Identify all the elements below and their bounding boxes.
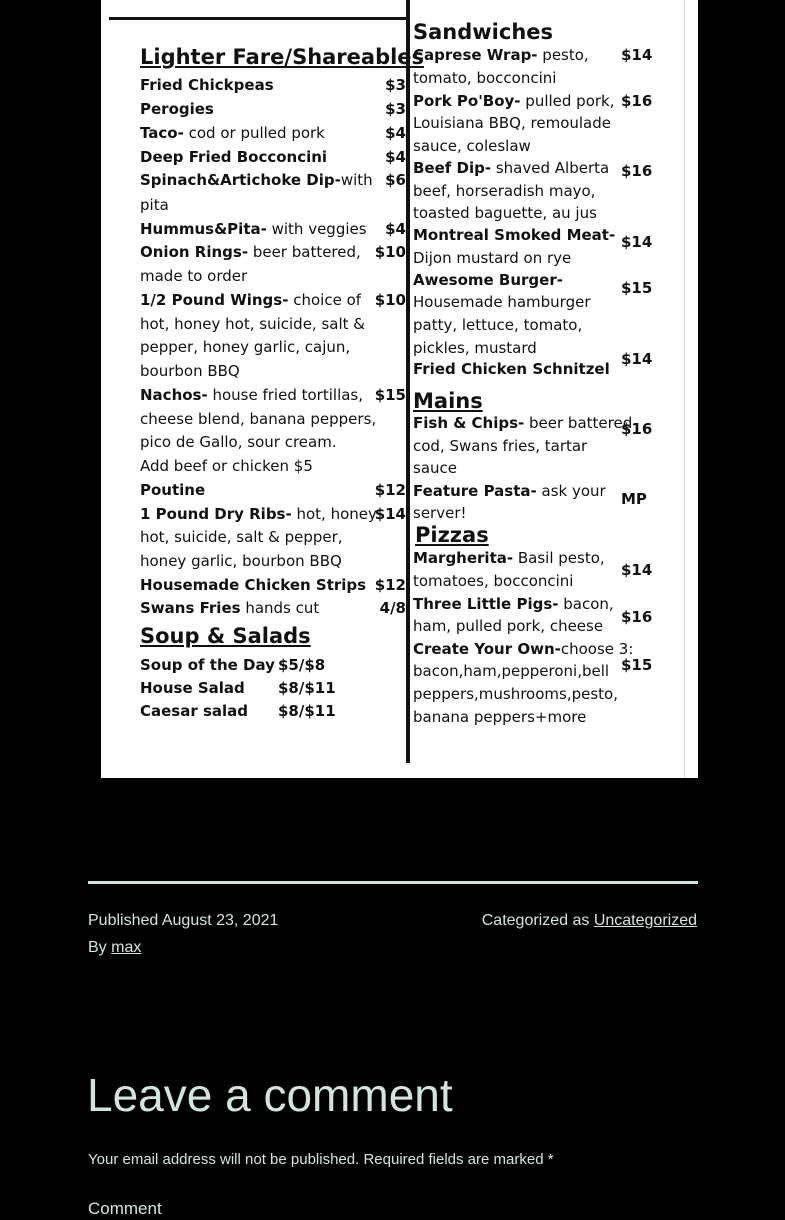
menu-item-line	[140, 148, 327, 167]
menu-item-price: $16	[621, 162, 653, 180]
menu-item-description: with veggies	[266, 220, 367, 238]
published-info	[88, 911, 278, 931]
menu-item-line	[140, 220, 367, 239]
menu-item-name: Montreal Smoked Meat-	[413, 226, 616, 244]
menu-item-description: pepper, honey garlic, cajun,	[140, 338, 351, 356]
menu-item-line	[140, 267, 247, 286]
menu-item-line	[413, 360, 610, 379]
menu-item-line	[413, 339, 537, 358]
menu-item-name: Housemade Chicken Strips	[140, 576, 367, 594]
pizzas-heading: Pizzas	[415, 523, 489, 547]
menu-page-edge	[684, 0, 685, 778]
menu-item-line	[140, 481, 205, 500]
comment-label: Comment	[88, 1199, 162, 1218]
menu-item-line	[140, 100, 214, 119]
menu-item-name: House Salad	[140, 679, 245, 697]
menu-item-price: $10	[374, 243, 406, 261]
menu-item-description: honey garlic, bourbon BBQ	[140, 552, 342, 570]
menu-item-line	[413, 437, 587, 456]
menu-item-line	[413, 685, 618, 704]
post-meta-divider	[88, 881, 698, 884]
menu-item-line	[140, 315, 365, 334]
menu-item-description: hot, suicide, salt & pepper,	[140, 528, 343, 546]
menu-item-description: beer battered,	[248, 243, 361, 261]
menu-item-price: $15	[621, 279, 653, 297]
menu-item-price: $15	[621, 656, 653, 674]
sandwiches-heading: Sandwiches	[413, 20, 554, 44]
menu-item-name: Caesar salad	[140, 702, 249, 720]
menu-item-price: $15	[374, 386, 406, 404]
menu-item-description: banana peppers+more	[413, 708, 587, 726]
menu-item-description: pita	[140, 196, 169, 214]
menu-item-line	[140, 171, 373, 190]
menu-item-name: Perogies	[140, 100, 214, 118]
menu-item-line	[413, 595, 614, 614]
menu-item-line	[140, 505, 377, 524]
menu-item-description: ask your	[536, 482, 606, 500]
menu-item-name: Nachos-	[140, 386, 208, 404]
menu-item-line	[140, 196, 169, 215]
menu-item-name: Taco-	[140, 124, 184, 142]
menu-item-name: Onion Rings-	[140, 243, 249, 261]
menu-item-name: Swans Fries	[140, 599, 241, 617]
menu-item-description: beer battered	[524, 414, 633, 432]
menu-item-price: $5/$8	[278, 656, 326, 674]
menu-item-price: $16	[621, 420, 653, 438]
menu-item-description: patty, lettuce, tomato,	[413, 316, 583, 334]
menu-item-description: hands cut	[240, 599, 320, 617]
menu-item-description: made to order	[140, 267, 248, 285]
menu-item-price: $16	[621, 608, 653, 626]
menu-item-line	[140, 124, 325, 143]
menu-item-name: Beef Dip-	[413, 159, 492, 177]
menu-item-name: Hummus&Pita-	[140, 220, 267, 238]
menu-item-description: Dijon mustard on rye	[413, 249, 572, 267]
menu-item-line	[413, 114, 611, 133]
menu-item-line	[413, 159, 609, 178]
menu-item-price: $8/$11	[278, 679, 336, 697]
menu-item-description: Louisiana BBQ, remoulade	[413, 114, 611, 132]
menu-item-line	[140, 576, 366, 595]
menu-item-line	[140, 243, 361, 262]
menu-item-name: 1/2 Pound Wings-	[140, 291, 289, 309]
menu-item-price: $4	[385, 148, 406, 166]
author-info	[88, 938, 141, 958]
categorized-label: Categorized as	[481, 912, 590, 929]
menu-item-price: $3	[385, 76, 406, 94]
email-notice: Your email address will not be published.	[88, 1151, 360, 1168]
menu-item-line	[413, 414, 632, 433]
menu-item-line	[140, 386, 363, 405]
menu-item-name: Caprese Wrap-	[413, 46, 538, 64]
menu-item-description: hot, honey	[291, 505, 377, 523]
required-star: *	[547, 1151, 554, 1168]
menu-item-line	[413, 708, 586, 727]
menu-item-description: choose 3:	[560, 640, 634, 658]
menu-item-description: ham, pulled pork, cheese	[413, 617, 604, 635]
menu-item-description: shaved Alberta	[491, 159, 610, 177]
soup-item-line	[140, 679, 245, 698]
menu-item-price: $14	[621, 46, 653, 64]
menu-item-line	[140, 338, 350, 357]
comment-section-title: Leave a comment	[87, 1069, 453, 1121]
menu-item-description: beef, horseradish mayo,	[413, 182, 596, 200]
menu-item-name: Soup of the Day	[140, 656, 275, 674]
menu-item-description: house fried tortillas,	[207, 386, 364, 404]
author-link[interactable]: max	[111, 939, 142, 956]
menu-item-name: Spinach&Artichoke Dip-	[140, 171, 341, 189]
menu-item-description: choice of	[288, 291, 362, 309]
menu-item-name: Three Little Pigs-	[413, 595, 559, 613]
menu-item-price: $8/$11	[278, 702, 336, 720]
menu-item-description: toasted baguette, au jus	[413, 204, 597, 222]
menu-item-line	[413, 316, 582, 335]
menu-column-divider	[406, 0, 410, 763]
menu-item-price: MP	[621, 490, 647, 508]
menu-item-description: cod or pulled pork	[183, 124, 325, 142]
menu-top-rule	[109, 17, 409, 20]
menu-item-price: $10	[374, 291, 406, 309]
menu-item-description: peppers,mushrooms,pesto,	[413, 685, 618, 703]
menu-item-line	[413, 504, 467, 523]
menu-item-line	[140, 599, 319, 618]
menu-item-line	[413, 204, 597, 223]
menu-item-name: Create Your Own-	[413, 640, 561, 658]
post-date: August 23, 2021	[161, 912, 279, 929]
menu-item-name: Deep Fried Bocconcini	[140, 148, 328, 166]
menu-item-line	[413, 92, 615, 111]
soup-item-line	[140, 656, 275, 675]
required-notice: Required fields are marked	[363, 1151, 544, 1168]
menu-item-price: $4	[385, 220, 406, 238]
published-label: Published	[88, 912, 159, 929]
menu-item-line	[413, 293, 591, 312]
menu-item-line	[413, 572, 573, 591]
menu-item-description: hot, honey hot, suicide, salt &	[140, 315, 365, 333]
menu-item-line	[413, 249, 571, 268]
mains-heading: Mains	[413, 389, 483, 413]
menu-item-price: $14	[621, 233, 653, 251]
menu-item-description: bacon,	[558, 595, 614, 613]
menu-item-line	[140, 410, 376, 429]
menu-item-description: tomato, bocconcini	[413, 69, 557, 87]
menu-item-line	[413, 46, 589, 65]
menu-item-description: sauce, coleslaw	[413, 137, 531, 155]
menu-item-line	[413, 640, 633, 659]
menu-item-description: bourbon BBQ	[140, 362, 240, 380]
menu-item-description: Basil pesto,	[513, 549, 605, 567]
menu-item-description: Housemade hamburger	[413, 293, 591, 311]
menu-item-name: 1 Pound Dry Ribs-	[140, 505, 292, 523]
menu-item-price: $12	[374, 576, 406, 594]
menu-item-line	[413, 69, 556, 88]
menu-item-price: $6	[385, 171, 406, 189]
menu-item-line	[140, 552, 342, 571]
soup-item-line	[140, 702, 248, 721]
soup-salads-heading: Soup & Salads	[140, 624, 311, 648]
menu-item-line	[413, 137, 531, 156]
menu-item-line	[413, 182, 595, 201]
menu-item-line	[140, 362, 240, 381]
menu-item-price: $3	[385, 100, 406, 118]
lighter-fare-heading: Lighter Fare/Shareables	[140, 45, 425, 69]
menu-item-description: Add beef or chicken $5	[140, 457, 313, 475]
menu-item-price: $14	[621, 350, 653, 368]
menu-item-description: pulled pork,	[520, 92, 615, 110]
category-info	[482, 911, 697, 931]
menu-item-description: tomatoes, bocconcini	[413, 572, 574, 590]
menu-item-description: pickles, mustard	[413, 339, 537, 357]
menu-item-price: $4	[385, 124, 406, 142]
menu-item-name: Fish & Chips-	[413, 414, 525, 432]
menu-item-price: 4/8	[379, 599, 406, 617]
menu-item-line	[140, 528, 343, 547]
menu-item-name: Fried Chicken Schnitzel	[413, 360, 610, 378]
menu-item-name: Pork Po'Boy-	[413, 92, 521, 110]
menu-item-description: pesto,	[537, 46, 589, 64]
menu-item-name: Fried Chickpeas	[140, 76, 274, 94]
menu-item-name: Poutine	[140, 481, 206, 499]
menu-item-price: $14	[621, 561, 653, 579]
menu-item-line	[140, 457, 313, 476]
menu-item-description: with	[340, 171, 373, 189]
menu-item-description: bacon,ham,pepperoni,bell	[413, 662, 610, 680]
menu-item-line	[413, 271, 563, 290]
menu-item-line	[413, 617, 603, 636]
menu-item-line	[140, 291, 361, 310]
menu-item-price: $16	[621, 92, 653, 110]
menu-item-description: cod, Swans fries, tartar	[413, 437, 588, 455]
menu-item-line	[413, 482, 606, 501]
menu-item-name: Awesome Burger-	[413, 271, 563, 289]
category-link[interactable]: Uncategorized	[593, 912, 697, 929]
menu-item-line	[140, 433, 337, 452]
menu-image	[101, 0, 698, 778]
menu-item-price: $14	[374, 505, 406, 523]
menu-item-line	[413, 549, 605, 568]
menu-item-line	[413, 662, 609, 681]
comment-notes	[88, 1150, 554, 1170]
menu-item-description: pico de Gallo, sour cream.	[140, 433, 337, 451]
menu-item-price: $12	[374, 481, 406, 499]
menu-item-name: Margherita-	[413, 549, 514, 567]
menu-item-description: server!	[413, 504, 467, 522]
menu-item-line	[140, 76, 274, 95]
menu-item-name: Feature Pasta-	[413, 482, 537, 500]
menu-item-line	[413, 459, 457, 478]
menu-item-description: sauce	[413, 459, 457, 477]
menu-item-description: cheese blend, banana peppers,	[140, 410, 377, 428]
menu-item-line	[413, 226, 615, 245]
by-label: By	[88, 939, 107, 956]
